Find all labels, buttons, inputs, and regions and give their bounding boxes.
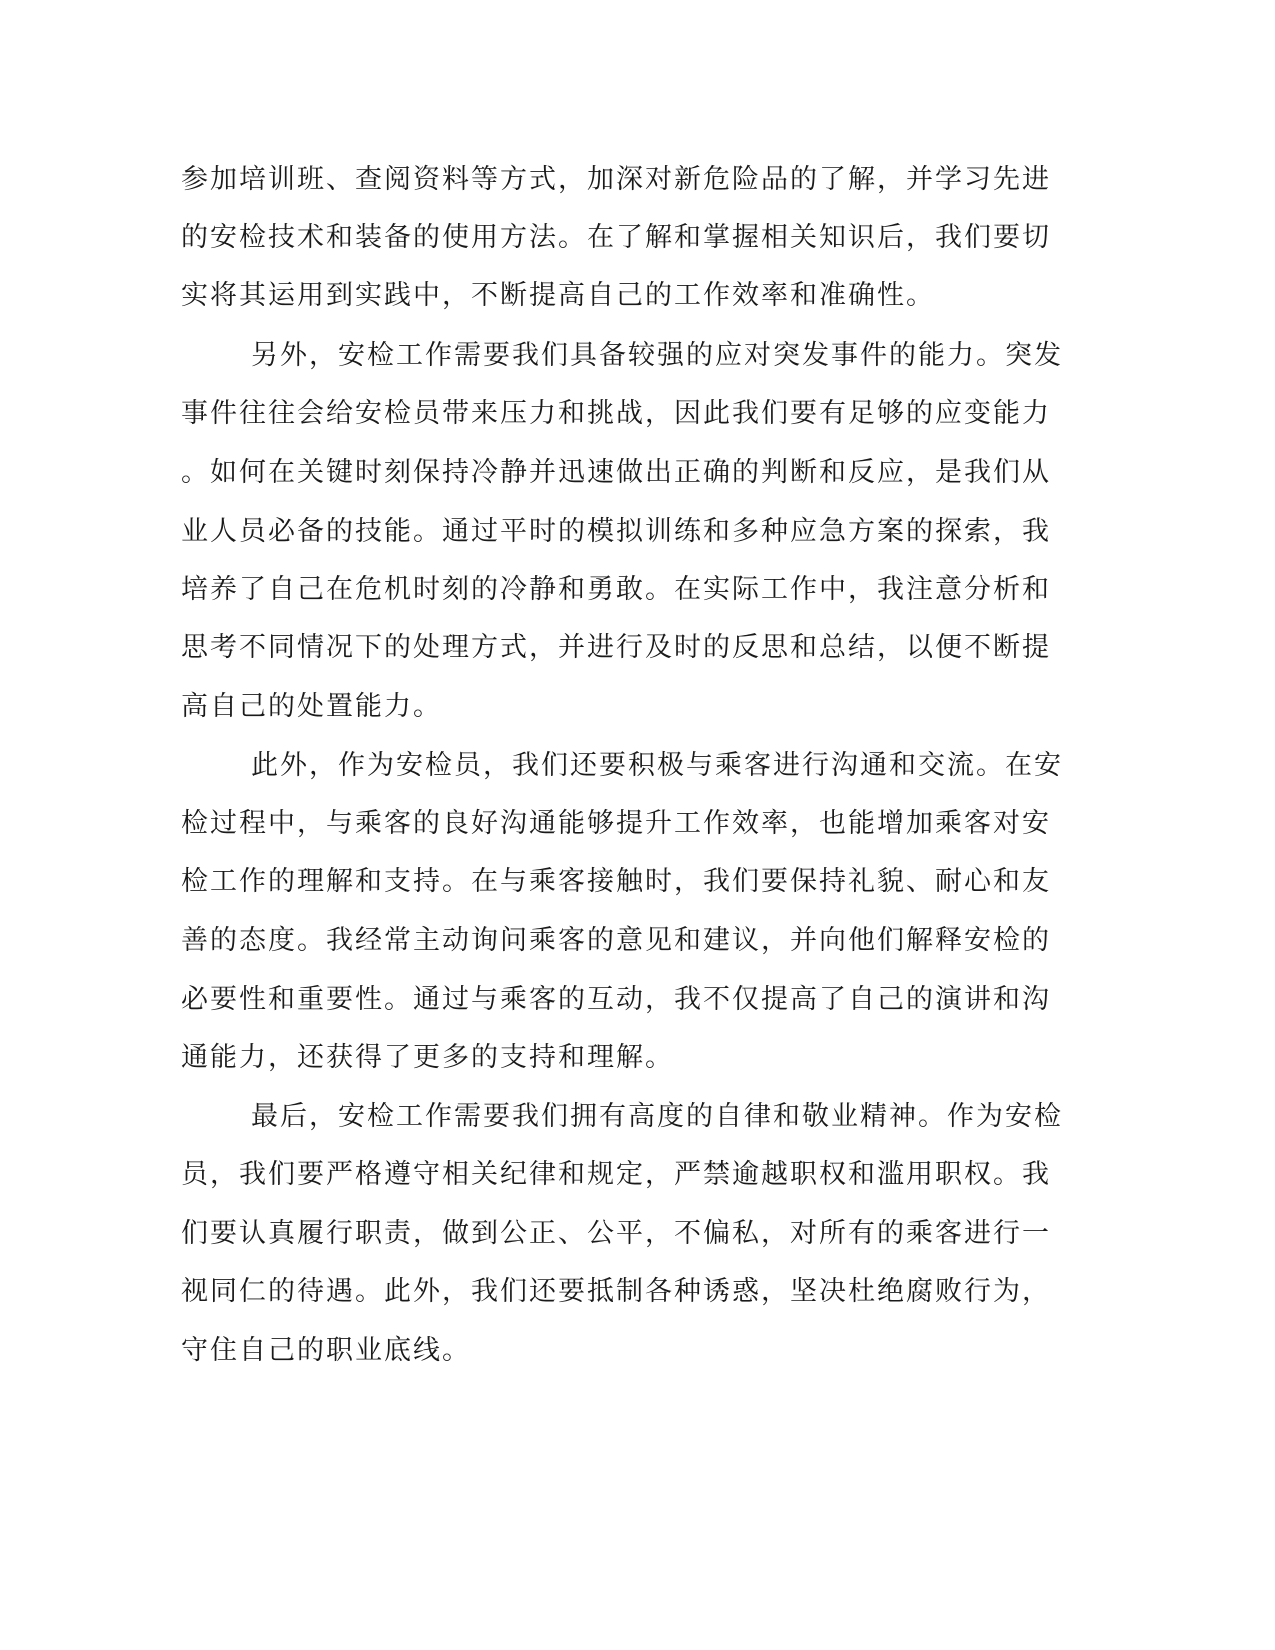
paragraph-line: 员，我们要严格遵守相关纪律和规定，严禁逾越职权和滥用职权。我 (181, 1159, 1051, 1190)
paragraph-line: 此外，作为安检员，我们还要积极与乘客进行沟通和交流。在安 (251, 750, 1063, 781)
paragraph-line: 事件往往会给安检员带来压力和挑战，因此我们要有足够的应变能力 (181, 398, 1051, 429)
paragraph-line: 检过程中，与乘客的良好沟通能够提升工作效率，也能增加乘客对安 (181, 808, 1051, 839)
paragraph-line: 视同仁的待遇。此外，我们还要抵制各种诱惑，坚决杜绝腐败行为， (181, 1276, 1051, 1307)
paragraph-line: 善的态度。我经常主动询问乘客的意见和建议，并向他们解释安检的 (181, 925, 1051, 956)
paragraph-line: 。如何在关键时刻保持冷静并迅速做出正确的判断和反应，是我们从 (181, 457, 1051, 488)
paragraph-line: 最后，安检工作需要我们拥有高度的自律和敬业精神。作为安检 (251, 1101, 1063, 1132)
paragraph-line: 另外，安检工作需要我们具备较强的应对突发事件的能力。突发 (251, 340, 1063, 371)
paragraph-line: 的安检技术和装备的使用方法。在了解和掌握相关知识后，我们要切 (181, 222, 1051, 253)
paragraph-line: 们要认真履行职责，做到公正、公平，不偏私，对所有的乘客进行一 (181, 1218, 1051, 1249)
paragraph-line: 培养了自己在危机时刻的冷静和勇敢。在实际工作中，我注意分析和 (181, 574, 1051, 605)
paragraph-line: 实将其运用到实践中，不断提高自己的工作效率和准确性。 (181, 280, 935, 311)
paragraph-line: 业人员必备的技能。通过平时的模拟训练和多种应急方案的探索，我 (181, 516, 1051, 547)
paragraph-line: 守住自己的职业底线。 (181, 1335, 471, 1366)
paragraph-line: 参加培训班、查阅资料等方式，加深对新危险品的了解，并学习先进 (181, 164, 1051, 195)
paragraph-line: 检工作的理解和支持。在与乘客接触时，我们要保持礼貌、耐心和友 (181, 866, 1051, 897)
paragraph-line: 通能力，还获得了更多的支持和理解。 (181, 1042, 674, 1073)
paragraph-line: 必要性和重要性。通过与乘客的互动，我不仅提高了自己的演讲和沟 (181, 984, 1051, 1015)
paragraph-line: 思考不同情况下的处理方式，并进行及时的反思和总结，以便不断提 (181, 632, 1051, 663)
paragraph-line: 高自己的处置能力。 (181, 691, 442, 722)
